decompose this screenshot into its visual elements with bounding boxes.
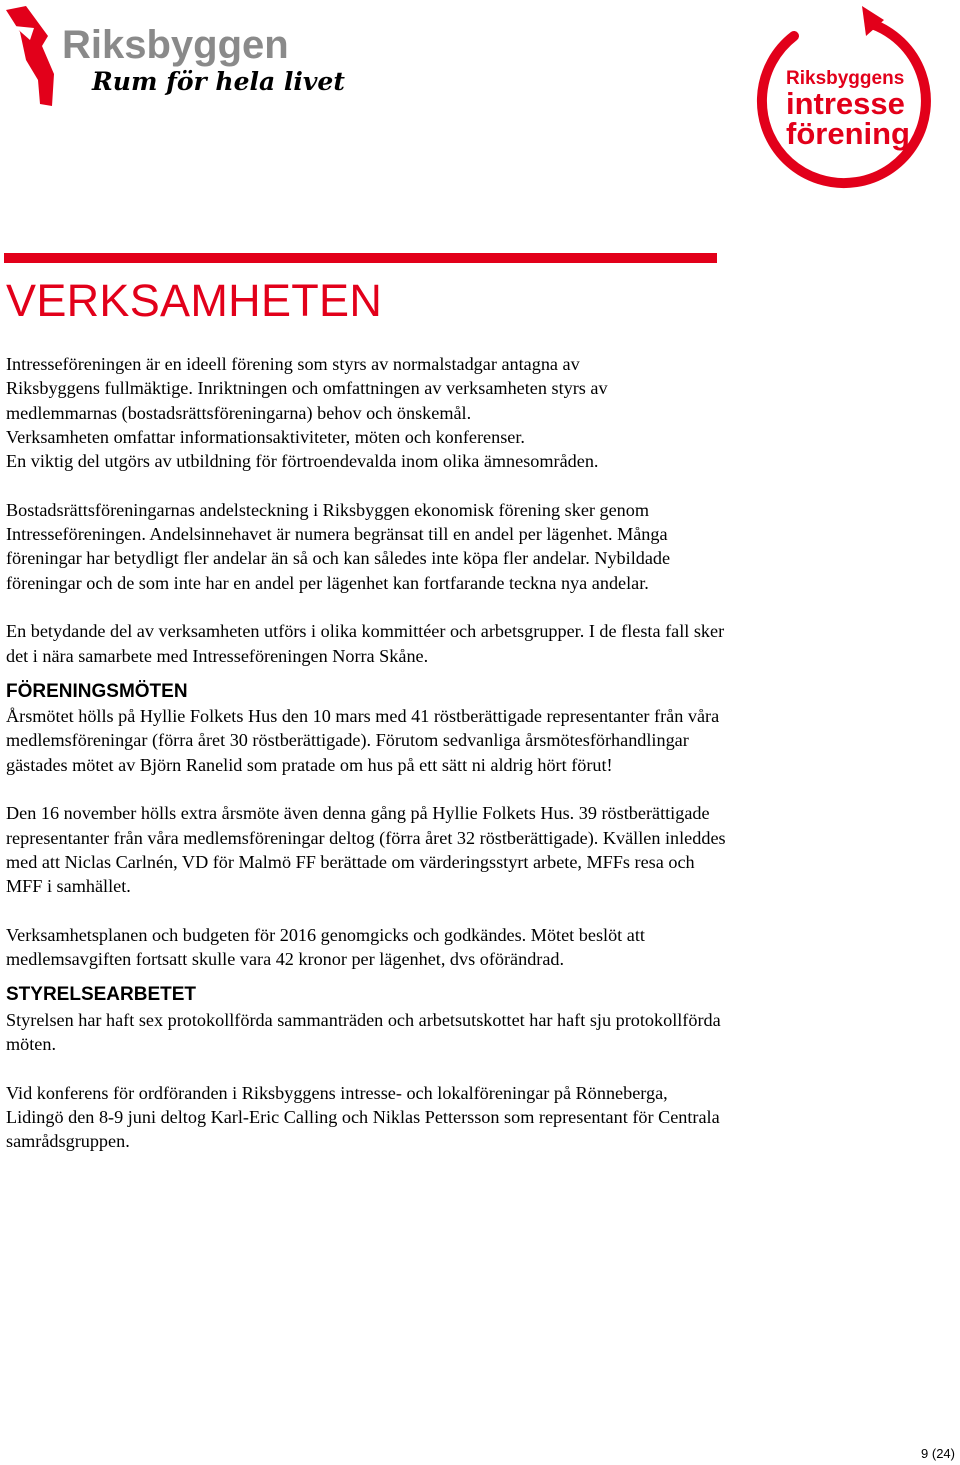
intro-line-4: Verksamheten omfattar informationsaktiviteter, möten och konferenser. xyxy=(6,426,525,447)
intro-paragraph xyxy=(6,352,726,473)
header-divider xyxy=(4,253,717,263)
kommitteer-paragraph: En betydande del av verksamheten utförs i olika kommittéer och arbetsgrupper. I de flesta fall sker det i nära samarbete med Intresseföreningen Norra Skåne. xyxy=(6,621,725,666)
riksbyggen-logo-mark xyxy=(4,6,345,106)
riksbyggen-logo-slogan: Rum för hela livet xyxy=(92,67,345,96)
verksamhetsplan-paragraph: Verksamhetsplanen och budgeten för 2016 genomgicks och godkändes. Mötet beslöt att medlemsavgiften fortsatt skulle vara 42 kronor per lägenhet, dvs oförändrad. xyxy=(6,924,645,970)
page-number: 9 (24) xyxy=(921,1446,955,1461)
arsmote-paragraph: Årsmötet hölls på Hyllie Folkets Hus den 10 mars med 41 röstberättigade representanter från våra medlemsföreningar (förra året 30 röstberättigade). Förutom sedvanliga årsmötesförhandlingar gästades mötet av Björn Ranelid som pratade om hus på ett sätt ni aldrig hört förut! xyxy=(6,706,720,775)
styrelse-paragraph: Styrelsen har haft sex protokollförda sammanträden och arbetsutskottet har haft sju protokollförda möten. xyxy=(6,1009,721,1055)
section-heading-foreningsmoten: FÖRENINGSMÖTEN xyxy=(6,680,188,702)
document-body xyxy=(6,352,726,1154)
extra-arsmote-paragraph: Den 16 november hölls extra årsmöte även denna gång på Hyllie Folkets Hus. 39 röstberättigade representanter från våra medlemsföreningar deltog (förra året 32 röstberättigade). Kvällen inleddes med att Niclas Carlnén, VD för Malmö FF berättade om värderingsstyrt arbete, MFFs resa och MFF i samhället. xyxy=(6,803,726,897)
intro-line-2: Riksbyggens fullmäktige. Inriktningen och omfattningen av verksamheten styrs av xyxy=(6,378,608,399)
intro-line-5: En viktig del utgörs av utbildning för förtroendevalda inom olika ämnesområden. xyxy=(6,451,599,472)
konferens-paragraph: Vid konferens för ordföranden i Riksbyggens intresse- och lokalföreningar på Rönneberga, Lidingö den 8-9 juni deltog Karl-Eric Calling och Niklas Pettersson som representant för Centrala samrådsgruppen. xyxy=(6,1082,720,1152)
andelsteckning-paragraph: Bostadsrättsföreningarnas andelsteckning i Riksbyggen ekonomisk förening sker genom Intresseföreningen. Andelsinnehavet är numera begränsat till en andel per lägenhet. Många föreningar har betydligt fler andelar än så och kan således inte köpa fler andelar. Nybildade föreningar och de som inte har en andel per lägenhet kan fortfarande teckna nya andelar. xyxy=(6,499,671,593)
intresseforening-logo-line3: förening xyxy=(786,116,910,151)
riksbyggen-logo-name: Riksbyggen xyxy=(62,23,289,67)
page-title: VERKSAMHETEN xyxy=(6,275,383,326)
intro-line-3: medlemmarnas (bostadsrättsföreningarna) behov och önskemål. xyxy=(6,402,472,423)
intresseforening-logo-mark xyxy=(754,4,936,194)
section-heading-styrelsearbetet: STYRELSEARBETET xyxy=(6,984,197,1006)
intresseforening-logo-line1: Riksbyggens xyxy=(786,68,905,89)
intro-line-1: Intresseföreningen är en ideell förening som styrs av normalstadgar antagna av xyxy=(6,354,580,374)
intresseforening-logo xyxy=(754,4,936,194)
riksbyggen-logo xyxy=(4,6,345,106)
intresseforening-logo-line2: intresse xyxy=(786,86,905,121)
